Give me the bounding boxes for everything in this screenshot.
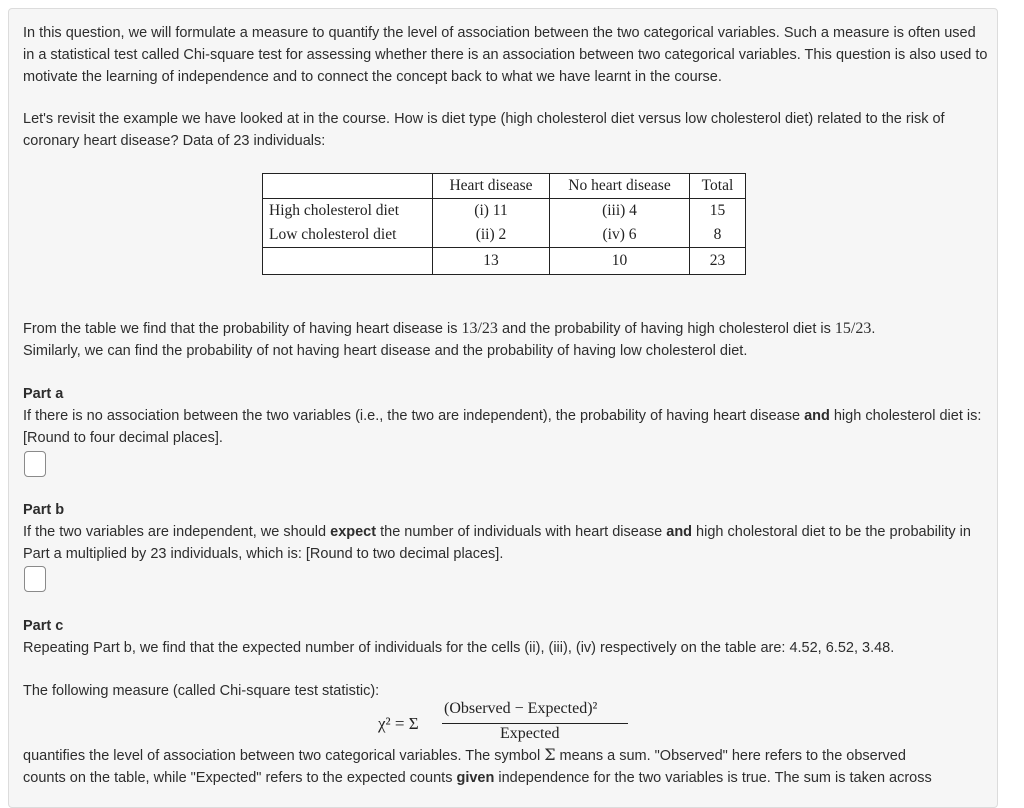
fraction-bar [442,723,628,724]
row-label-high-cholesterol: High cholesterol diet [263,199,433,224]
explain-text-3: counts on the table, while "Expected" refers to the expected counts [23,770,457,786]
part-b-text-1: If the two variables are independent, we should [23,524,331,540]
formula-denominator: Expected [500,725,560,742]
part-a-answer-input[interactable] [24,451,46,477]
cell-i: (i) 11 [433,199,550,224]
contingency-table [262,173,746,275]
probability-paragraph [23,318,988,362]
fraction-high-chol: 15/23 [834,320,872,337]
header-heart-disease: Heart disease [433,174,550,199]
header-no-heart-disease: No heart disease [550,174,690,199]
sum-symbol: Σ [544,745,556,764]
table-total-row [263,248,746,275]
measure-intro: The following measure (called Chi-square test statistic): [23,683,380,699]
prob-text-2: and the probability of having high cholesterol diet is [497,321,835,337]
part-a-question [23,405,988,449]
part-c-text: Repeating Part b, we find that the expected number of individuals for the cells (ii), (iii), (iv) respectively on the table are: 4.52, 6.52, 3.48. [23,640,895,656]
part-a-text-2: high cholesterol diet is: [Round to four decimal places]. [23,408,982,446]
prob-text-1: From the table we find that the probability of having heart disease is [23,321,462,337]
fraction-heart: 13/23 [461,320,498,337]
cell-total-low: 8 [690,223,746,248]
example-paragraph: Let's revisit the example we have looked at in the course. How is diet type (high cholesterol diet versus low cholesterol diet) related to the risk of coronary heart disease? Data of 23 individuals: [23,111,945,149]
row-label-low-cholesterol: Low cholesterol diet [263,223,433,248]
total-no-heart: 10 [550,248,690,275]
part-b-bold-expect: expect [330,524,377,540]
table-corner-cell [263,174,433,199]
prob-text-3: . [871,321,876,337]
cell-iv: (iv) 6 [550,223,690,248]
part-b-bold-and: and [666,524,693,540]
part-a-text-1: If there is no association between the two variables (i.e., the two are independent), the probability of having heart disease [23,408,805,424]
cell-iii: (iii) 4 [550,199,690,224]
part-b-question [23,521,988,565]
intro-paragraph: In this question, we will formulate a measure to quantify the level of association between the two categorical variables. Such a measure is often used in a statistical test called Chi-square test for assessing whether there is an association between two categorical variables. This question is also used to motivate the learning of independence and to connect the concept back to what we have learnt in the course. [23,25,988,85]
part-b-answer-input[interactable] [24,566,46,592]
part-c-title: Part c [23,618,64,634]
prob-text-4: Similarly, we can find the probability of not having heart disease and the probability of having low cholesterol diet. [23,343,748,359]
part-b-text-2: the number of individuals with heart disease [376,524,667,540]
formula-numerator: (Observed − Expected)² [444,700,598,717]
grand-total: 23 [690,248,746,275]
cell-ii: (ii) 2 [433,223,550,248]
explain-text-2: means a sum. "Observed" here refers to the observed [555,748,906,764]
explain-bold-given: given [456,770,495,786]
table-header-row [263,174,746,199]
explain-text-1: quantifies the level of association between two categorical variables. The symbol [23,748,545,764]
total-heart: 13 [433,248,550,275]
part-b-text-3: high cholestoral diet to be the probability in Part a multiplied by 23 individuals, which is: [Round to two decimal places]. [23,524,971,562]
cell-total-high: 15 [690,199,746,224]
total-row-label [263,248,433,275]
header-total: Total [690,174,746,199]
formula-explanation [23,744,988,789]
table-row [263,223,746,248]
part-b-title: Part b [23,502,65,518]
table-row [263,199,746,224]
part-a-title: Part a [23,386,64,402]
formula-lhs: χ² = Σ [378,714,419,733]
part-a-bold-and: and [804,408,830,424]
explain-text-4: independence for the two variables is true. The sum is taken across [494,770,932,786]
